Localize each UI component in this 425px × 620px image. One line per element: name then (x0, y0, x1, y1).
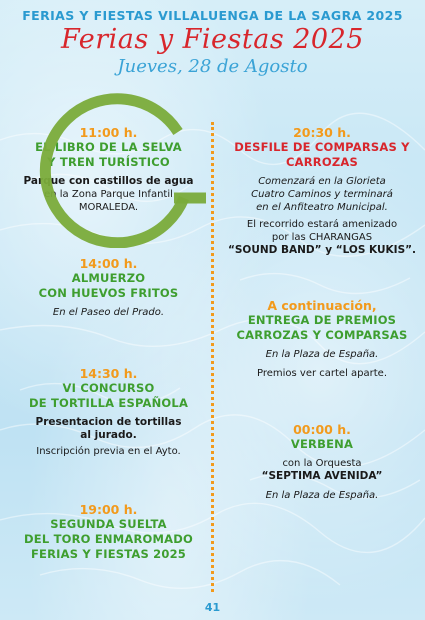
event-description: “SEPTIMA AVENIDA” (261, 470, 383, 482)
event-title: CARROZAS (286, 155, 358, 169)
event-title: DESFILE DE COMPARSAS Y (234, 140, 410, 154)
event-description: en la Zona Parque Infantil (44, 189, 173, 200)
right-column (222, 0, 422, 620)
event-description: al jurado. (80, 429, 137, 441)
event-description: En el Paseo del Prado. (52, 307, 165, 318)
event-description: MORALEDA. (78, 202, 139, 213)
event-description: Comenzará en la Glorieta (258, 176, 386, 187)
event-description: en el Anfiteatro Municipal. (256, 202, 388, 213)
event-title: CARROZAS Y COMPARSAS (236, 328, 408, 342)
event-title: VERBENA (290, 437, 354, 451)
event-title: ENTREGA DE PREMIOS (247, 313, 397, 327)
event-tortilla (6, 366, 211, 458)
event-description: El recorrido estará amenizado (246, 219, 398, 230)
event-description: “SOUND BAND” y “LOS KUKIS”. (227, 244, 417, 256)
event-description: En la Plaza de España. (265, 349, 379, 360)
event-title: ALMUERZO (71, 271, 146, 285)
event-time: A continuación, (267, 298, 377, 313)
festival-header: FERIAS Y FIESTAS VILLALUENGA DE LA SAGRA 2025 (22, 8, 403, 23)
event-verbena (222, 422, 422, 502)
date-subtitle: Jueves, 28 de Agosto (117, 56, 308, 77)
event-title: SEGUNDA SUELTA (50, 517, 167, 531)
event-time: 19:00 h. (79, 502, 138, 517)
event-title: Y TREN TURÍSTICO (47, 155, 170, 169)
event-title: VI CONCURSO (62, 381, 155, 395)
circle-logo-icon (28, 80, 216, 248)
page-title: Ferias y Fiestas 2025 (61, 24, 364, 55)
event-desfile (222, 125, 422, 257)
event-title: FERIAS Y FIESTAS 2025 (31, 547, 186, 561)
event-description: Inscripción previa en el Ayto. (36, 446, 181, 457)
event-almuerzo (6, 256, 211, 319)
event-description: Cuatro Caminos y terminará (251, 189, 393, 200)
event-time: 00:00 h. (293, 422, 351, 437)
event-description: con la Orquesta (282, 458, 362, 469)
event-description: Presentacion de tortillas (35, 416, 182, 428)
event-title: DEL TORO ENMAROMADO (24, 532, 193, 546)
event-description: Premios ver cartel aparte. (256, 368, 388, 379)
event-time: 14:00 h. (79, 256, 138, 271)
event-title: CON HUEVOS FRITOS (38, 286, 179, 300)
event-description: por las CHARANGAS (271, 232, 373, 243)
event-title: DE TORTILLA ESPAÑOLA (28, 396, 189, 410)
event-description: En la Plaza de España. (265, 490, 379, 501)
event-time: 20:30 h. (293, 125, 351, 140)
page-number: 41 (204, 601, 221, 614)
event-time: 14:30 h. (79, 366, 138, 381)
event-toro-enmaromado (6, 502, 211, 562)
event-entrega-premios (222, 298, 422, 380)
event-time: 11:00 h. (79, 125, 138, 140)
event-title: EL LIBRO DE LA SELVA (35, 140, 182, 154)
event-description: Parque con castillos de agua (23, 175, 194, 187)
